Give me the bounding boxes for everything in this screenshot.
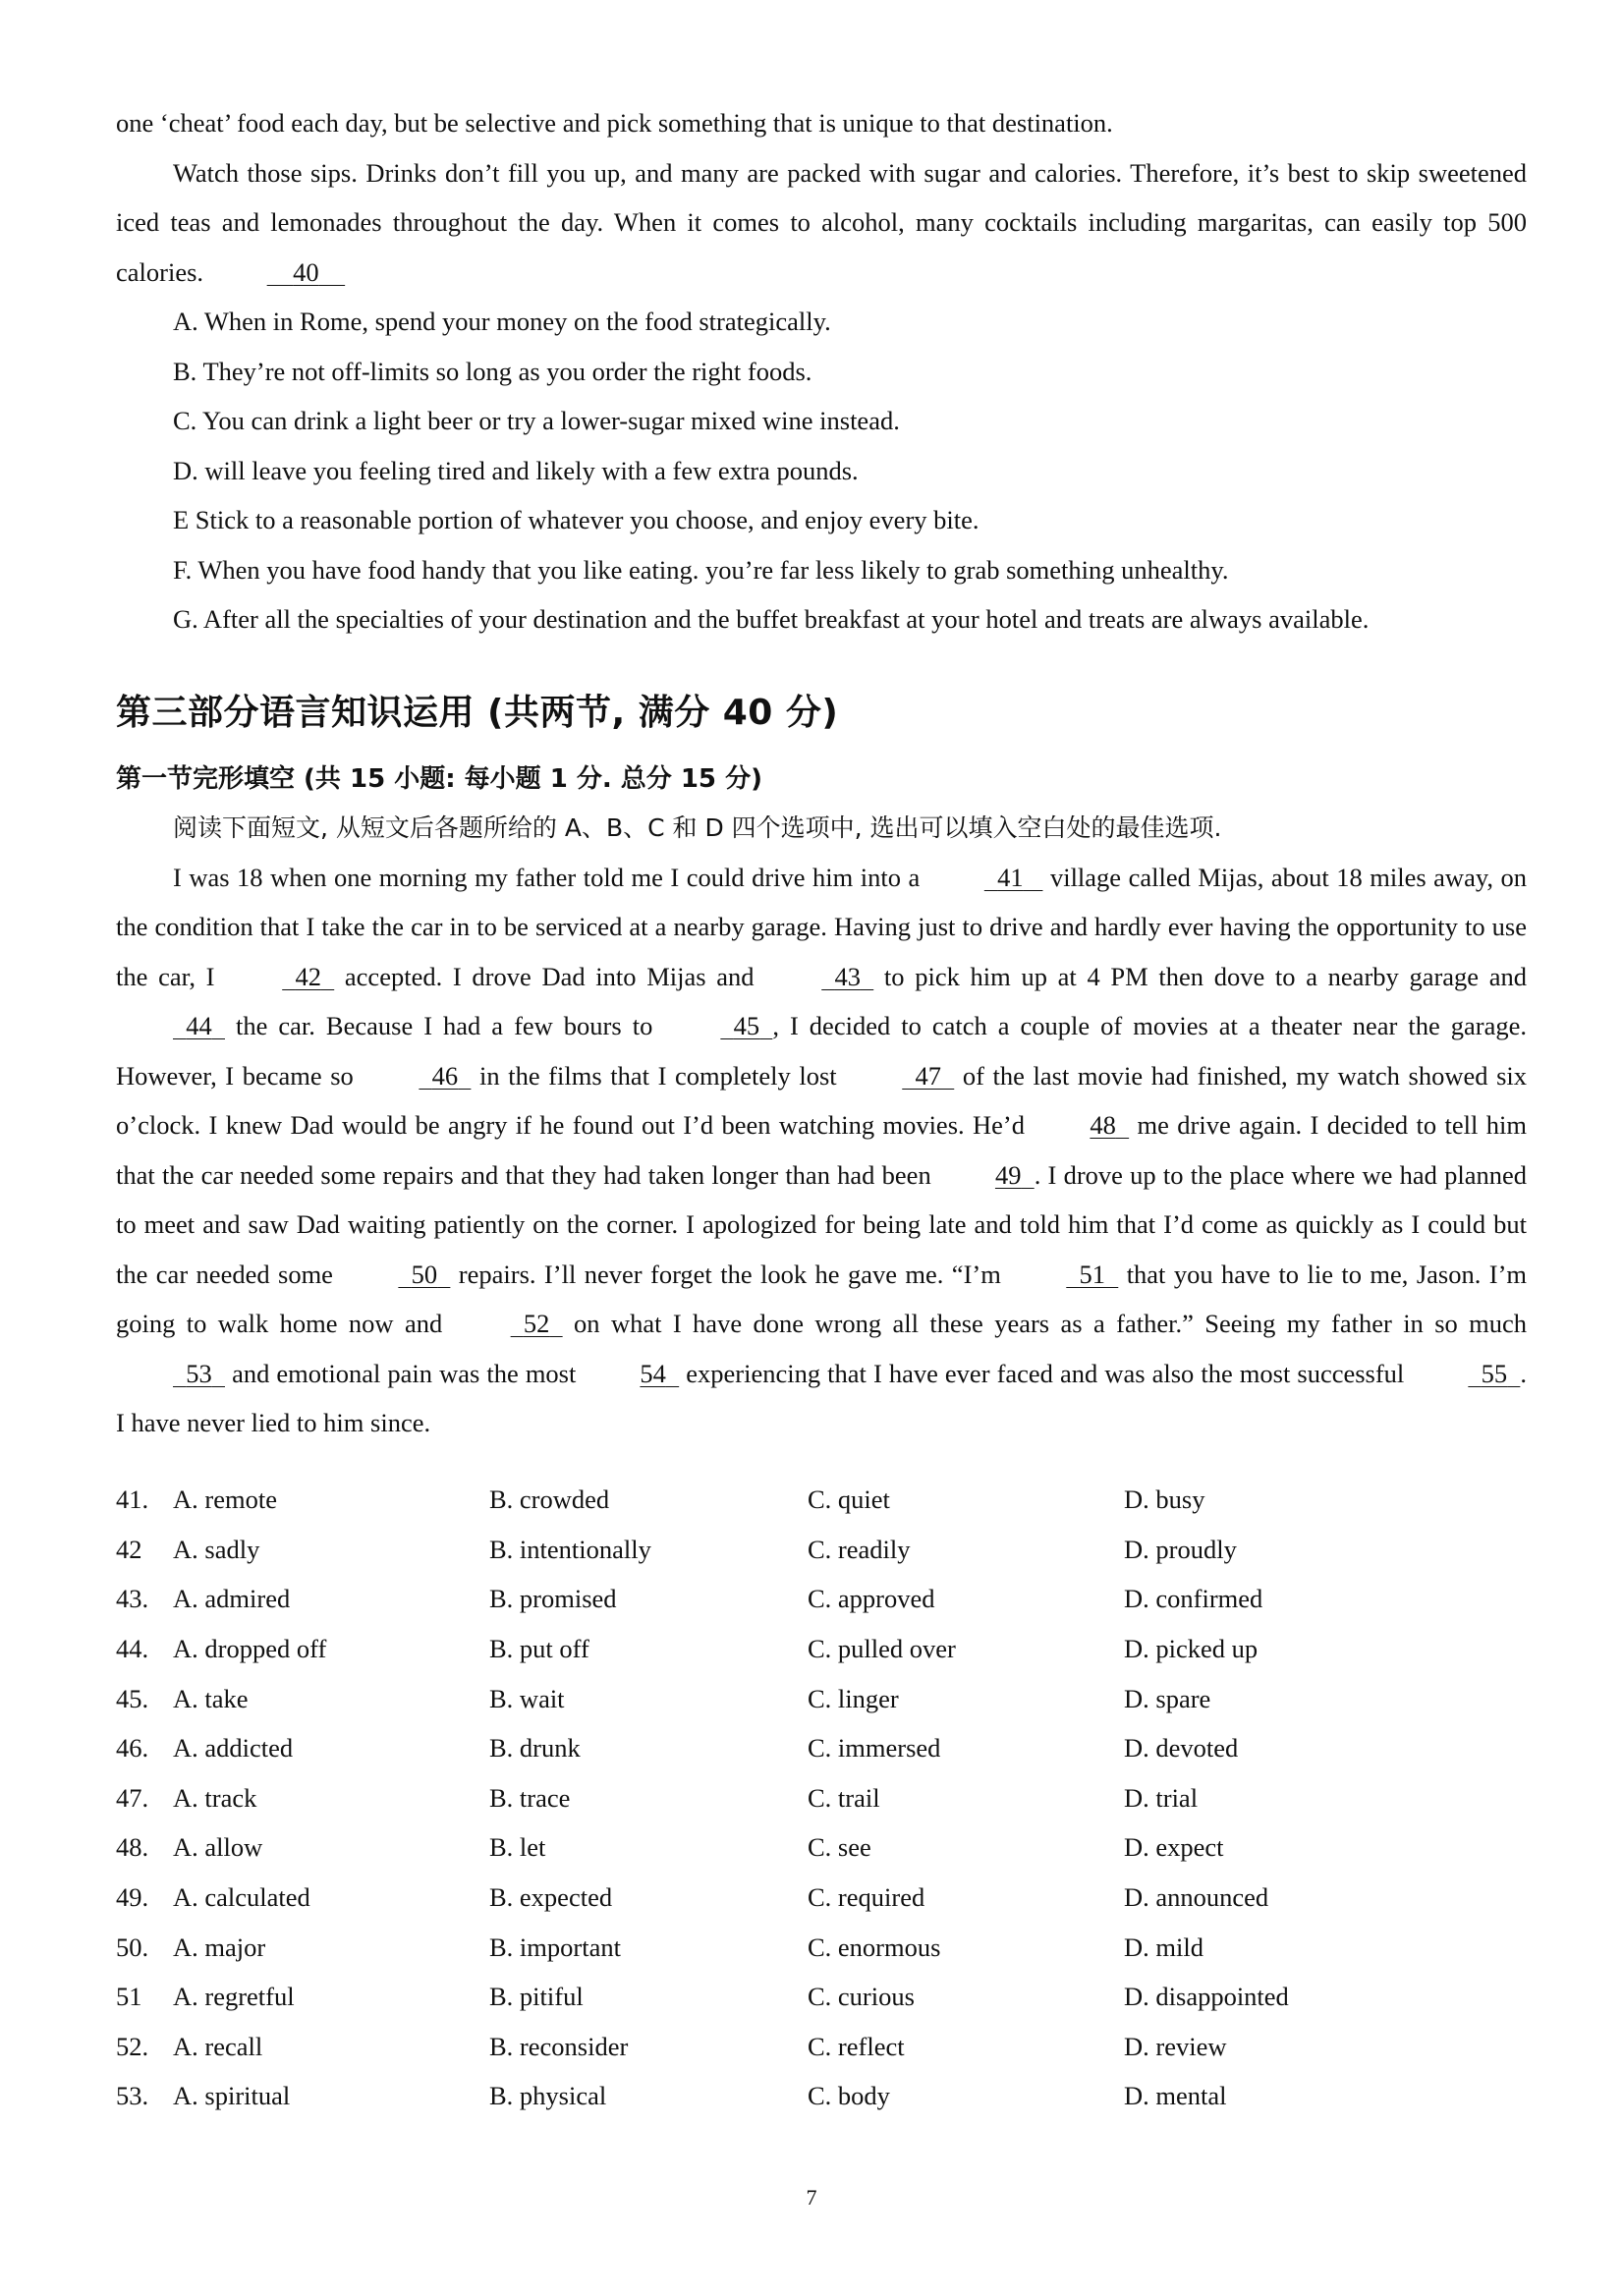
cloze-text: village called Mijas, about 18 miles away, on the condition that I take the car in to be serviced at a nearby garage. Having just to drive and hardly ever having the opportunity to use the car, I: [116, 862, 1528, 991]
cloze-text: repairs. I’ll never forget the look he gave me. “I’m: [458, 1259, 1001, 1289]
cloze-text: of the last movie had finished, my watch showed six o’clock. I knew Dad would be angry if he found out I’d been watching movies. He’d: [116, 1060, 1528, 1140]
option-c: C. curious: [808, 1982, 915, 2012]
option-b: B. trace: [489, 1782, 571, 1813]
cloze-text: , I decided to catch a couple of movies at a theater near the garage. However, I became so: [116, 1011, 1528, 1091]
option-c: C. quiet: [808, 1484, 890, 1515]
option-a: A. recall: [173, 2031, 263, 2061]
cloze-text: the car. Because I had a few bours to: [236, 1011, 653, 1040]
option-d: D. mild: [1124, 1932, 1203, 1962]
cloze-text: . I have never lied to him since.: [116, 1358, 1527, 1437]
option-b: B. let: [489, 1832, 546, 1863]
choice-c: C. You can drink a light beer or try a lower-sugar mixed wine instead.: [173, 406, 900, 435]
option-d: D. proudly: [1124, 1534, 1237, 1564]
option-a: A. calculated: [173, 1882, 310, 1913]
question-row: [116, 1674, 1419, 1724]
option-d: D. disappointed: [1124, 1982, 1289, 2012]
question-number: 51: [116, 1982, 142, 2012]
blank-44: 44: [186, 1011, 212, 1040]
paragraph-text: Watch those sips. Drinks don’t fill you up, and many are packed with sugar and calories. Therefore, it’s best to skip sweetened iced teas and lemonades throughout the day. When it comes to alcohol, many cocktails including margaritas, can easily top 500 calories.: [116, 157, 1527, 287]
cloze-text: . I drove up to the place where we had planned to meet and saw Dad waiting patiently on the corner. I apologized for being late and told him that I’d come as quickly as I could but the car needed some: [116, 1159, 1527, 1289]
option-d: D. picked up: [1124, 1634, 1259, 1664]
option-a: A. dropped off: [173, 1634, 327, 1664]
cloze-text: to pick him up at 4 PM then dove to a nearby garage and: [883, 961, 1528, 991]
option-b: B. intentionally: [489, 1534, 651, 1564]
question-row: [116, 1823, 1419, 1874]
blank-46: 46: [431, 1060, 459, 1091]
question-row: [116, 1773, 1419, 1823]
choice-a: A. When in Rome, spend your money on the food strategically.: [173, 307, 831, 336]
blank-49: 49: [994, 1159, 1022, 1190]
question-row: [116, 1873, 1419, 1923]
option-d: D. expect: [1124, 1832, 1224, 1863]
question-number: 45.: [116, 1683, 149, 1713]
cloze-text: experiencing that I have ever faced and was also the most successful: [686, 1358, 1405, 1388]
question-row: [116, 2072, 1419, 2122]
choice-b: B. They’re not off-limits so long as you order the right foods.: [173, 356, 812, 386]
blank-52: 52: [523, 1309, 550, 1338]
blank-42: 42: [295, 961, 321, 991]
option-d: D. review: [1124, 2031, 1227, 2061]
option-a: A. addicted: [173, 1733, 294, 1764]
cloze-passage: [116, 853, 1527, 1448]
option-c: C. reflect: [808, 2031, 905, 2061]
option-b: B. important: [489, 1932, 621, 1962]
question-number: 46.: [116, 1733, 149, 1764]
cloze-text: in the films that I completely lost: [479, 1060, 837, 1091]
passage-paragraph-end: one ‘cheat’ food each day, but be selective and pick something that is unique to that destination.: [116, 108, 1113, 138]
blank-43: 43: [834, 961, 861, 991]
option-b: B. wait: [489, 1683, 565, 1713]
question-number: 49.: [116, 1882, 149, 1913]
option-c: C. see: [808, 1832, 871, 1863]
question-row: [116, 2022, 1419, 2072]
option-c: C. pulled over: [808, 1634, 956, 1664]
option-a: A. take: [173, 1683, 249, 1713]
option-c: C. linger: [808, 1683, 899, 1713]
option-b: B. expected: [489, 1882, 613, 1913]
question-number: 48.: [116, 1832, 149, 1863]
question-number: 44.: [116, 1634, 149, 1664]
option-b: B. drunk: [489, 1733, 581, 1764]
option-d: D. announced: [1124, 1882, 1269, 1913]
option-c: C. readily: [808, 1534, 911, 1564]
section-title: 第三部分语言知识运用 (共两节, 满分 40 分): [116, 692, 839, 733]
question-row: [116, 1723, 1419, 1773]
option-c: C. body: [808, 2081, 890, 2111]
page-number: 7: [806, 2185, 817, 2210]
option-d: D. spare: [1124, 1683, 1211, 1713]
option-b: B. physical: [489, 2081, 607, 2111]
passage-paragraph-sips: [116, 148, 1527, 298]
blank-41: 41: [997, 862, 1024, 892]
cloze-text: I was 18 when one morning my father told me I could drive him into a: [173, 862, 921, 892]
option-c: C. immersed: [808, 1733, 941, 1764]
blank-55: 55: [1481, 1358, 1508, 1388]
blank-47: 47: [915, 1060, 941, 1091]
option-c: C. approved: [808, 1584, 935, 1614]
choice-e: E Stick to a reasonable portion of whatever you choose, and enjoy every bite.: [173, 505, 979, 534]
option-a: A. sadly: [173, 1534, 260, 1564]
choice-d: D. will leave you feeling tired and likely with a few extra pounds.: [173, 455, 859, 485]
cloze-text: accepted. I drove Dad into Mijas and: [344, 961, 755, 991]
option-a: A. remote: [173, 1484, 277, 1515]
blank-45: 45: [733, 1011, 760, 1040]
subsection-title: 第一节完形填空 (共 15 小题: 每小题 1 分. 总分 15 分): [116, 763, 762, 794]
option-b: B. pitiful: [489, 1982, 584, 2012]
question-number: 47.: [116, 1782, 149, 1813]
blank-48: 48: [1090, 1110, 1116, 1140]
option-b: B. put off: [489, 1634, 589, 1664]
question-number: 41.: [116, 1484, 149, 1515]
option-b: B. crowded: [489, 1484, 610, 1515]
cloze-text: me drive again. I decided to tell him that the car needed some repairs and that they had taken longer than had been: [116, 1110, 1528, 1190]
cloze-text: on what I have done wrong all these years as a father.” Seeing my father in so much: [574, 1309, 1528, 1338]
blank-53: 53: [186, 1358, 212, 1388]
blank-54: 54: [640, 1358, 666, 1388]
question-row: [116, 1624, 1419, 1674]
question-row: [116, 1923, 1419, 1973]
question-number: 42: [116, 1534, 142, 1564]
option-a: A. spiritual: [173, 2081, 291, 2111]
option-c: C. enormous: [808, 1932, 941, 1962]
question-row: [116, 1525, 1419, 1575]
blank-51: 51: [1079, 1259, 1106, 1289]
cloze-text: that you have to lie to me, Jason. I’m going to walk home now and: [116, 1259, 1528, 1338]
question-row: [116, 1476, 1419, 1526]
option-c: C. required: [808, 1882, 925, 1913]
question-row: [116, 1972, 1419, 2022]
option-b: B. promised: [489, 1584, 617, 1614]
option-b: B. reconsider: [489, 2031, 629, 2061]
exam-page: [116, 98, 1527, 2121]
instruction: 阅读下面短文, 从短文后各题所给的 A、B、C 和 D 四个选项中, 选出可以填入空白处的最佳选项.: [173, 812, 1222, 842]
question-number: 53.: [116, 2081, 149, 2111]
blank-50: 50: [411, 1259, 438, 1289]
choice-list: [116, 297, 1527, 644]
choice-f: F. When you have food handy that you like eating. you’re far less likely to grab something unhealthy.: [173, 554, 1229, 585]
option-d: D. confirmed: [1124, 1584, 1263, 1614]
option-d: D. trial: [1124, 1782, 1199, 1813]
option-a: A. allow: [173, 1832, 263, 1863]
question-options-table: [116, 1476, 1419, 2122]
question-row: [116, 1575, 1419, 1625]
option-c: C. trail: [808, 1782, 880, 1813]
option-d: D. busy: [1124, 1484, 1205, 1515]
choice-g: G. After all the specialties of your destination and the buffet breakfast at your hotel and treats are always available.: [173, 604, 1370, 634]
cloze-text: and emotional pain was the most: [232, 1358, 577, 1388]
option-a: A. regretful: [173, 1982, 295, 2012]
question-number: 50.: [116, 1932, 149, 1962]
option-a: A. admired: [173, 1584, 291, 1614]
option-d: D. devoted: [1124, 1733, 1239, 1764]
option-a: A. major: [173, 1932, 266, 1962]
option-d: D. mental: [1124, 2081, 1227, 2111]
question-number: 43.: [116, 1584, 149, 1614]
blank-40: 40: [293, 256, 319, 287]
option-a: A. track: [173, 1782, 257, 1813]
question-number: 52.: [116, 2031, 149, 2061]
